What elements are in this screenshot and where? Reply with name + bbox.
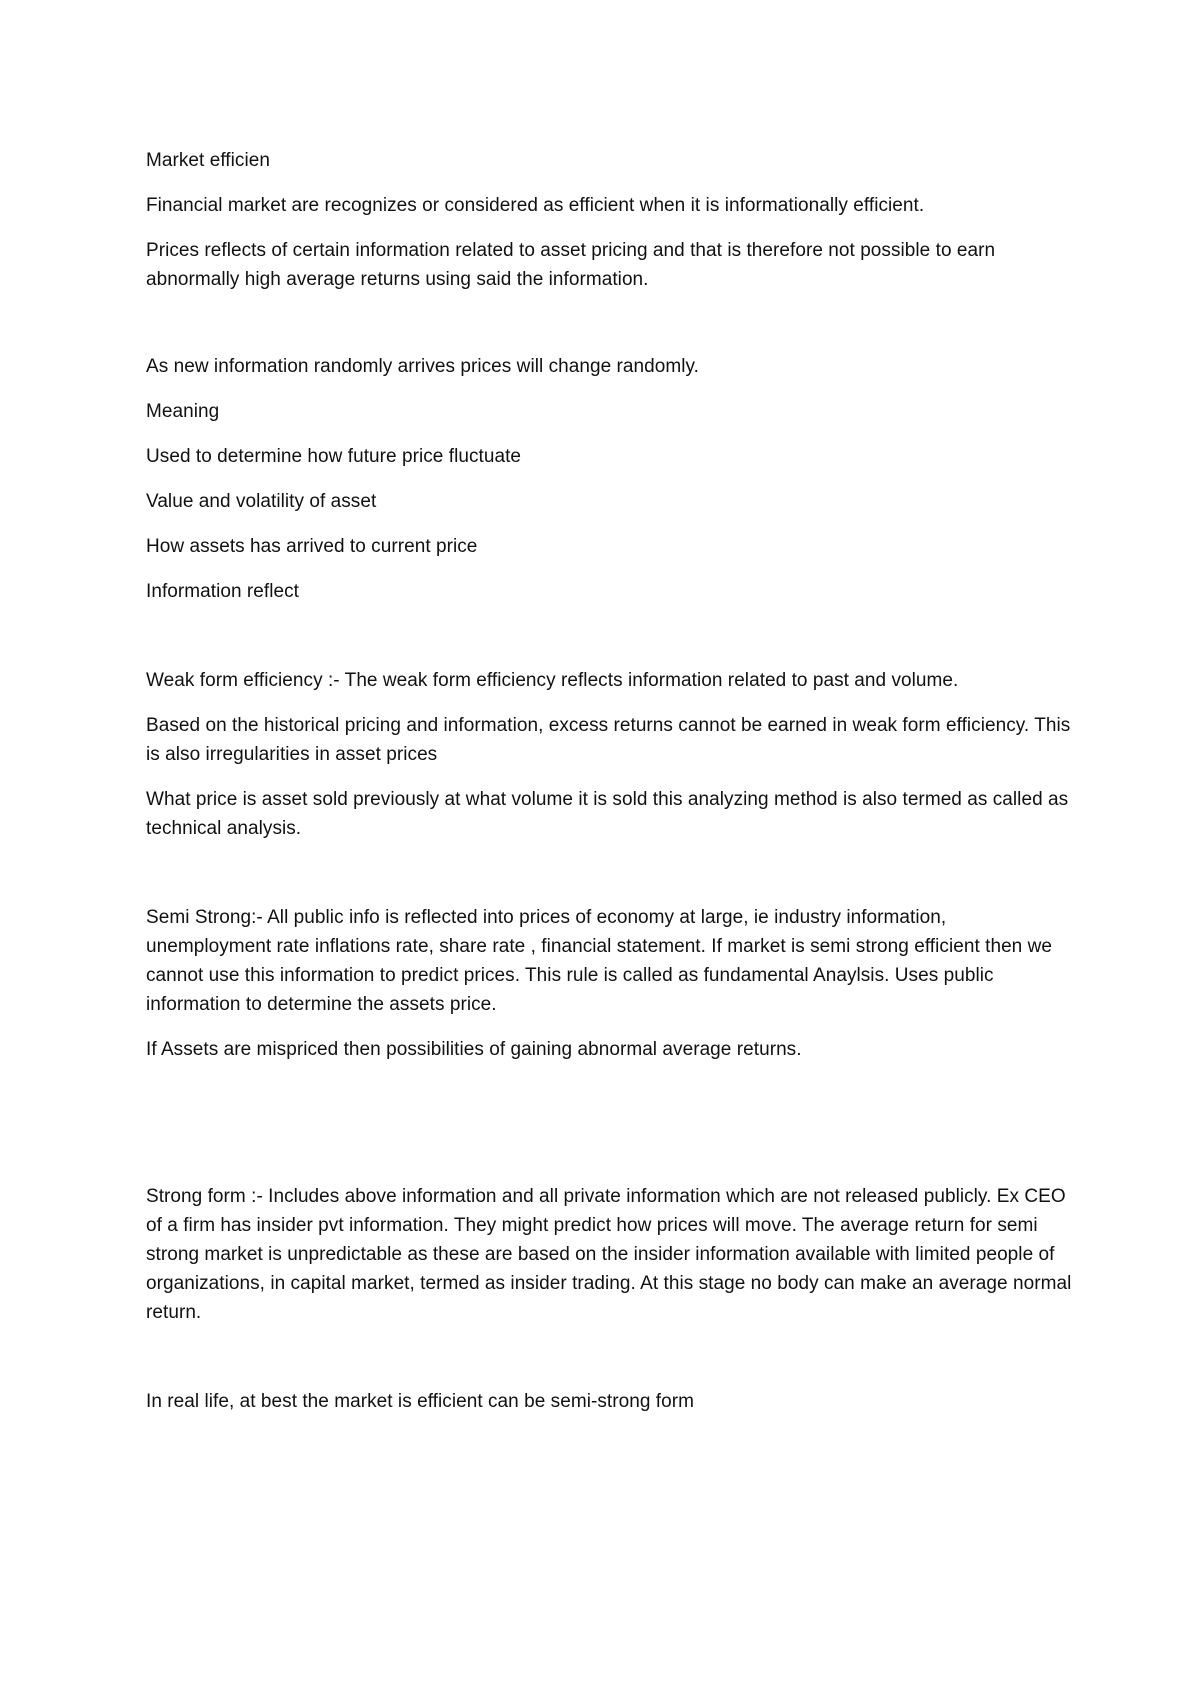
- paragraph-weak-form: Weak form efficiency :- The weak form efficiency reflects information related to past and volume.: [146, 670, 959, 691]
- paragraph-mispriced-assets: If Assets are mispriced then possibilities of gaining abnormal average returns.: [146, 1039, 802, 1060]
- paragraph-historical-pricing: Based on the historical pricing and information, excess returns cannot be earned in weak form efficiency. This is also irregularities in asset prices: [146, 715, 1071, 765]
- paragraph-semi-strong: Semi Strong:- All public info is reflected into prices of economy at large, ie industry information, unemployment rate inflations rate, share rate , financial statement. If market is semi strong efficient then we cannot use this information to predict prices. This rule is called as fundamental Anaylsis. Uses public information to determine the assets price.: [146, 907, 1053, 1015]
- heading-market-efficiency: Market efficien: [146, 150, 270, 171]
- document-body: [146, 146, 1076, 1416]
- list-item-value-volatility: Value and volatility of asset: [146, 491, 377, 512]
- paragraph-technical-analysis: What price is asset sold previously at what volume it is sold this analyzing method is also termed as called as technical analysis.: [146, 789, 1069, 839]
- paragraph-definition: Financial market are recognizes or considered as efficient when it is informationally efficient.: [146, 195, 925, 216]
- list-item-information-reflect: Information reflect: [146, 581, 300, 602]
- paragraph-prices-reflect: Prices reflects of certain information related to asset pricing and that is therefore not possible to earn abnormally high average returns using said the information.: [146, 240, 996, 290]
- paragraph-random-prices: As new information randomly arrives prices will change randomly.: [146, 356, 700, 377]
- paragraph-real-life: In real life, at best the market is efficient can be semi-strong form: [146, 1391, 695, 1412]
- list-item-future-price: Used to determine how future price fluctuate: [146, 446, 522, 467]
- paragraph-strong-form: Strong form :- Includes above information and all private information which are not released publicly. Ex CEO of a firm has insider pvt information. They might predict how prices will move. The average return for semi strong market is unpredictable as these are based on the insider information available with limited people of organizations, in capital market, termed as insider trading. At this stage no body can make an average normal return.: [146, 1186, 1072, 1323]
- list-item-current-price: How assets has arrived to current price: [146, 536, 478, 557]
- heading-meaning: Meaning: [146, 401, 220, 422]
